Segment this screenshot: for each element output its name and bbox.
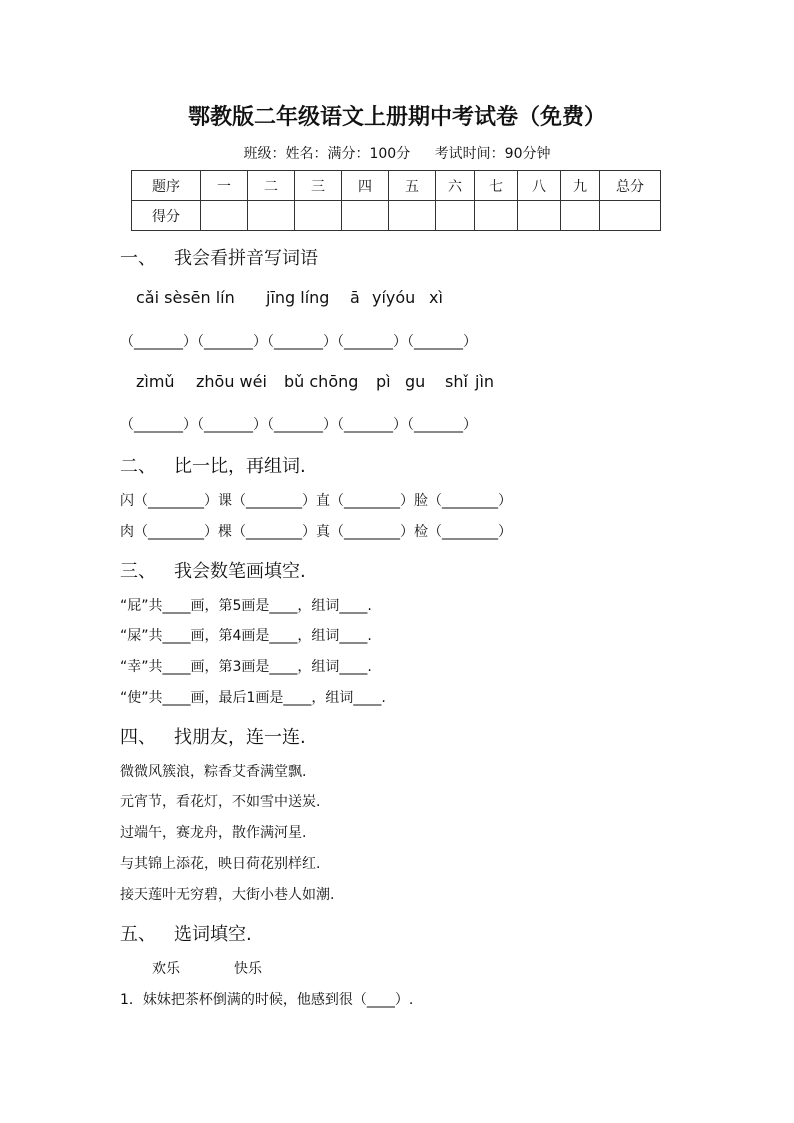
section-4-heading [120, 723, 306, 749]
pinyin-item: xì [429, 288, 443, 307]
score-header-cell: 七 [475, 171, 518, 201]
pinyin-item: pì [376, 372, 391, 391]
score-cell[interactable] [518, 201, 561, 231]
score-cell[interactable] [295, 201, 342, 231]
compare-words-row[interactable]: 闪（________）课（________）直（________）脸（________） [120, 493, 512, 509]
pinyin-item: jìn [475, 372, 495, 391]
word-choice: 快乐 [234, 961, 262, 977]
score-header-cell: 总分 [600, 171, 661, 201]
section-title: 选词填空. [174, 924, 252, 945]
score-table-score-row [132, 201, 661, 231]
score-cell[interactable] [201, 201, 248, 231]
match-line: 接天莲叶无穷碧，大街小巷人如潮. [120, 887, 335, 903]
stroke-question[interactable]: “幸”共____画，第3画是____，组词____. [120, 659, 372, 675]
exam-info [0, 143, 794, 163]
exam-info-time: 考试时间：90分钟 [434, 146, 551, 162]
section-title: 我会看拼音写词语 [174, 248, 318, 269]
score-header-cell: 九 [561, 171, 600, 201]
score-cell[interactable] [561, 201, 600, 231]
fill-question[interactable]: 1．妹妹把茶杯倒满的时候，他感到很（____）. [120, 992, 414, 1008]
word-choices [152, 958, 298, 978]
score-table-header-row [132, 171, 661, 201]
word-choice: 欢乐 [152, 961, 180, 977]
pinyin-item: zìmǔ [136, 372, 175, 391]
score-header-cell: 八 [518, 171, 561, 201]
answer-blanks[interactable]: （_______）（_______）（_______）（_______）（_______） [120, 417, 477, 433]
pinyin-item: yíyóu [372, 288, 416, 307]
score-header-cell: 五 [389, 171, 436, 201]
score-header-cell: 四 [342, 171, 389, 201]
section-title: 我会数笔画填空. [174, 561, 306, 582]
section-title: 找朋友，连一连. [174, 727, 306, 748]
exam-info-student: 班级：姓名：满分：100分 [243, 146, 411, 162]
match-line: 微微风簇浪，粽香艾香满堂飘. [120, 764, 307, 780]
match-line: 元宵节，看花灯，不如雪中送炭. [120, 794, 321, 810]
score-cell[interactable] [342, 201, 389, 231]
pinyin-item: bǔ chōng [284, 372, 359, 391]
score-header-cell: 二 [248, 171, 295, 201]
pinyin-item: shǐ [445, 372, 468, 391]
score-row-label: 得分 [132, 201, 201, 231]
stroke-question[interactable]: “屁”共____画，第5画是____，组词____. [120, 598, 372, 614]
section-3-heading [120, 557, 306, 583]
section-number: 四、 [120, 727, 156, 748]
match-line: 过端午，赛龙舟，散作满河星. [120, 825, 307, 841]
stroke-question[interactable]: “屎”共____画，第4画是____，组词____. [120, 628, 372, 644]
section-1-heading [120, 244, 318, 270]
score-cell[interactable] [389, 201, 436, 231]
page-title: 鄂教版二年级语文上册期中考试卷（免费） [187, 104, 606, 130]
answer-blanks[interactable]: （_______）（_______）（_______）（_______）（_______） [120, 334, 477, 350]
score-cell[interactable] [475, 201, 518, 231]
pinyin-item: zhōu wéi [196, 372, 267, 391]
section-title: 比一比，再组词. [174, 456, 306, 477]
score-table [131, 170, 661, 231]
score-cell[interactable] [436, 201, 475, 231]
score-cell[interactable] [248, 201, 295, 231]
compare-words-row[interactable]: 肉（________）棵（________）真（________）检（________） [120, 524, 512, 540]
stroke-question[interactable]: “使”共____画，最后1画是____，组词____. [120, 690, 386, 706]
score-header-cell: 一 [201, 171, 248, 201]
section-number: 三、 [120, 561, 156, 582]
pinyin-item: gu [405, 372, 426, 391]
score-cell[interactable] [600, 201, 661, 231]
score-header-cell: 题序 [132, 171, 201, 201]
pinyin-item: cǎi sèsēn lín [136, 288, 235, 307]
section-5-heading [120, 920, 252, 946]
section-number: 五、 [120, 924, 156, 945]
score-header-cell: 三 [295, 171, 342, 201]
section-number: 二、 [120, 456, 156, 477]
pinyin-item: jīng líng [266, 288, 330, 307]
pinyin-item: ā [350, 288, 360, 307]
match-line: 与其锦上添花，映日荷花别样红. [120, 856, 321, 872]
score-header-cell: 六 [436, 171, 475, 201]
section-number: 一、 [120, 248, 156, 269]
section-2-heading [120, 452, 306, 478]
